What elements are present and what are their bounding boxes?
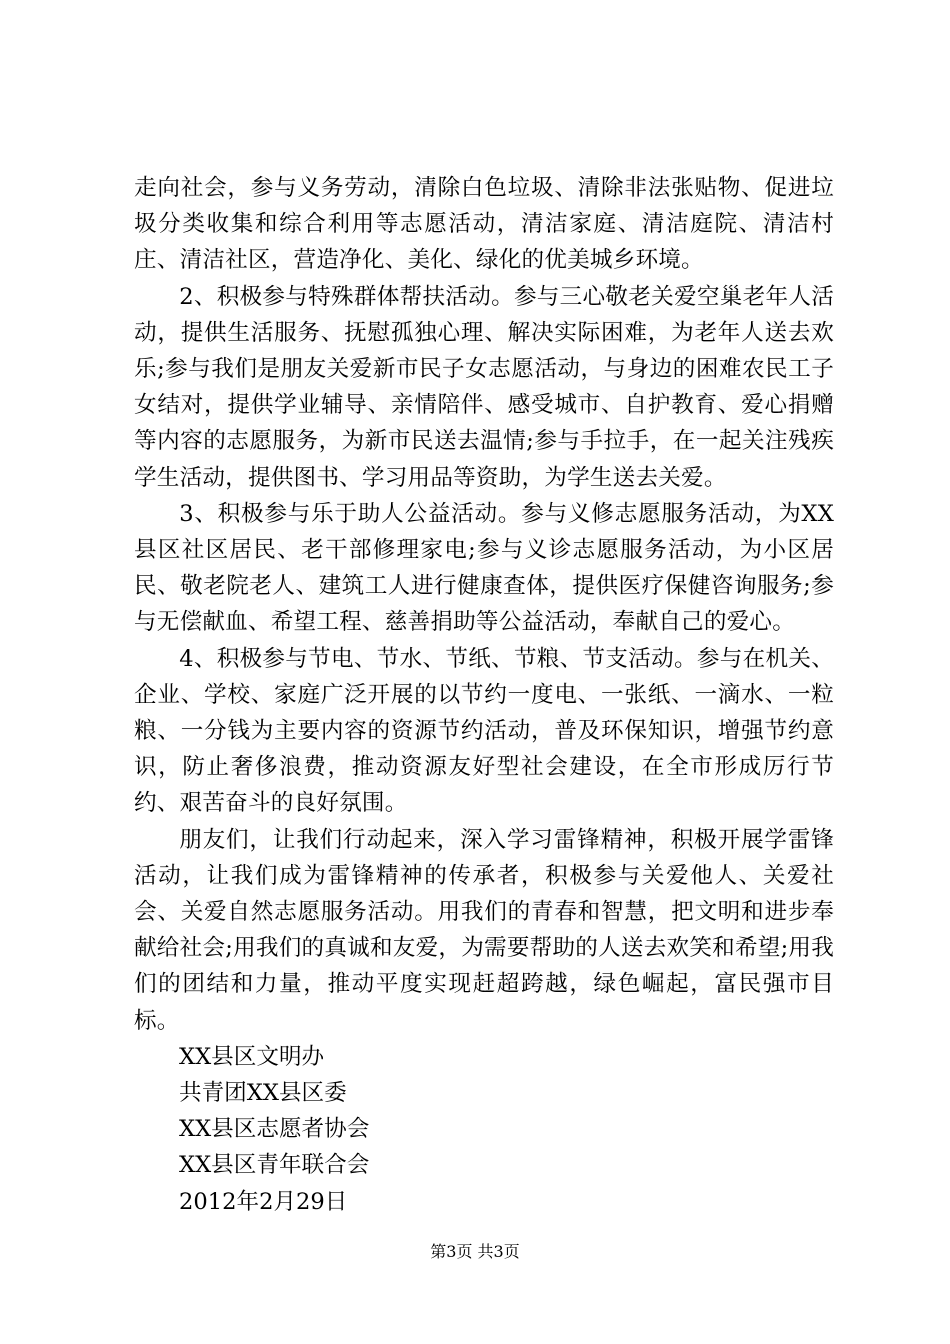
- paragraph-special-groups: 2、积极参与特殊群体帮扶活动。参与三心敬老关爱空巢老年人活动，提供生活服务、抚慰孤独心理、解决实际困难，为老年人送去欢乐;参与我们是朋友关爱新市民子女志愿活动，与身边的困难农民工子女结对，提供学业辅导、亲情陪伴、感受城市、自护教育、爱心捐赠等内容的志愿服务，为新市民送去温情;参与手拉手，在一起关注残疾学生活动，提供图书、学习用品等资助，为学生送去关爱。: [134, 283, 834, 491]
- signature-civilization-office: XX县区文明办: [179, 1043, 325, 1070]
- paragraph-saving: 4、积极参与节电、节水、节纸、节粮、节支活动。参与在机关、企业、学校、家庭广泛开展的以节约一度电、一张纸、一滴水、一粒粮、一分钱为主要内容的资源节约活动，普及环保知识，增强节约意识，防止奢侈浪费，推动资源友好型社会建设，在全市形成厉行节约、艰苦奋斗的良好氛围。: [134, 645, 834, 817]
- signature-block: [134, 1039, 834, 1220]
- signature-date: 2012年2月29日: [179, 1188, 348, 1215]
- paragraph-public-welfare: 3、积极参与乐于助人公益活动。参与义修志愿服务活动，为XX县区社区居民、老干部修理家电;参与义诊志愿服务活动，为小区居民、敬老院老人、建筑工人进行健康查体，提供医疗保健咨询服务;参与无偿献血、希望工程、慈善捐助等公益活动，奉献自己的爱心。: [134, 500, 834, 636]
- signature-volunteer-association: XX县区志愿者协会: [179, 1116, 370, 1143]
- signature-youth-federation: XX县区青年联合会: [179, 1152, 370, 1179]
- document-body: [134, 170, 834, 1220]
- paragraph-environment: 走向社会，参与义务劳动，清除白色垃圾、清除非法张贴物、促进垃圾分类收集和综合利用等志愿活动，清洁家庭、清洁庭院、清洁村庄、清洁社区，营造净化、美化、绿化的优美城乡环境。: [134, 175, 834, 274]
- signature-youth-league: 共青团XX县区委: [179, 1080, 347, 1107]
- page-number-footer: 第3页 共3页: [430, 1242, 520, 1261]
- paragraph-call-to-action: 朋友们，让我们行动起来，深入学习雷锋精神，积极开展学雷锋活动，让我们成为雷锋精神的传承者，积极参与关爱他人、关爱社会、关爱自然志愿服务活动。用我们的青春和智慧，把文明和进步奉献给社会;用我们的真诚和友爱，为需要帮助的人送去欢笑和希望;用我们的团结和力量，推动平度实现赶超跨越，绿色崛起，富民强市目标。: [134, 826, 834, 1034]
